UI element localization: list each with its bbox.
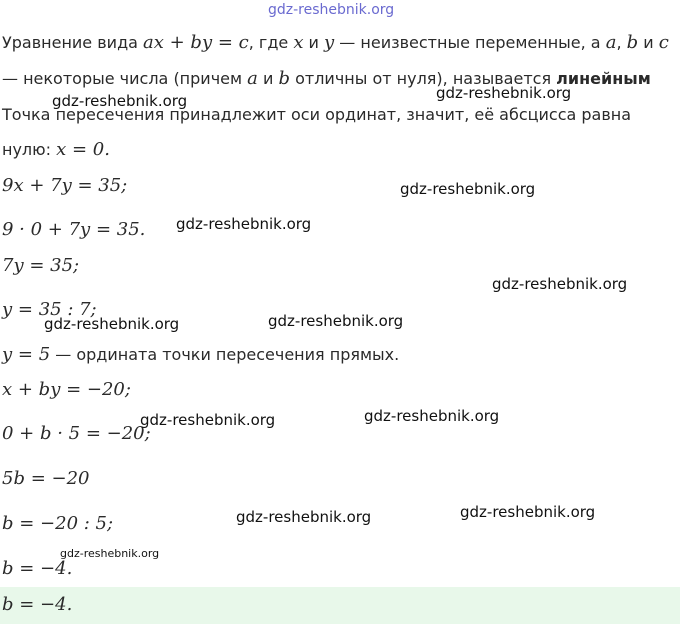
watermark: gdz-reshebnik.org (492, 275, 628, 293)
intro-text: и (638, 33, 659, 52)
var-y: y (324, 32, 335, 53)
intro-text: и (303, 33, 325, 52)
step-6: 0 + b · 5 = −20; (2, 423, 151, 444)
step-3: 7y = 35; (2, 255, 80, 276)
step-9: b = −4. (2, 558, 73, 579)
step-7: 5b = −20 (2, 468, 90, 489)
watermark: gdz-reshebnik.org (364, 407, 500, 425)
intro-text: , (616, 33, 627, 52)
equation-y-five: y = 5 (2, 344, 51, 365)
equation-general: ax + by = c (143, 32, 249, 53)
text-span: — ордината точки пересечения прямых. (50, 345, 400, 364)
var-a: a (605, 32, 617, 53)
watermark: gdz-reshebnik.org (268, 312, 404, 330)
final-answer: b = −4. (2, 594, 73, 615)
term-linear: линейным (556, 69, 651, 88)
intro-text: Уравнение вида (2, 33, 144, 52)
var-b: b (626, 32, 639, 53)
watermark: gdz-reshebnik.org (460, 503, 596, 521)
watermark: gdz-reshebnik.org (436, 84, 572, 102)
var-x: x (293, 32, 304, 53)
intro-text: и (257, 69, 279, 88)
equation-x-zero: x = 0. (56, 139, 110, 160)
step-4: y = 35 : 7; (2, 299, 97, 320)
watermark: gdz-reshebnik.org (176, 215, 312, 233)
step-8: b = −20 : 5; (2, 513, 114, 534)
step-2: 9 · 0 + 7y = 35. (2, 219, 146, 240)
var-a: a (247, 68, 258, 89)
intro-line-1 (2, 32, 669, 54)
step-1: 9x + 7y = 35; (2, 175, 128, 196)
step-5: x + by = −20; (2, 379, 131, 400)
text-line-3: Точка пересечения принадлежит оси ординат, значит, её абсцисса равна (2, 105, 632, 124)
var-c: c (658, 32, 669, 53)
watermark: gdz-reshebnik.org (140, 411, 276, 429)
watermark: gdz-reshebnik.org (60, 547, 160, 560)
watermark: gdz-reshebnik.org (52, 92, 188, 110)
watermark: gdz-reshebnik.org (44, 315, 180, 333)
watermark: gdz-reshebnik.org (400, 180, 536, 198)
intro-text: — неизвестные переменные, а (334, 33, 606, 52)
watermark-top: gdz-reshebnik.org (268, 2, 395, 18)
intro-text: , где (248, 33, 294, 52)
text-line-4 (2, 139, 110, 161)
answer-highlight (0, 587, 680, 624)
var-b: b (278, 68, 290, 89)
intro-text: отличны от нуля), называется (290, 69, 557, 88)
text-span: нулю: (2, 140, 57, 159)
text-line-10 (2, 344, 399, 366)
watermark: gdz-reshebnik.org (236, 508, 372, 526)
intro-text: — некоторые числа (причем (2, 69, 248, 88)
